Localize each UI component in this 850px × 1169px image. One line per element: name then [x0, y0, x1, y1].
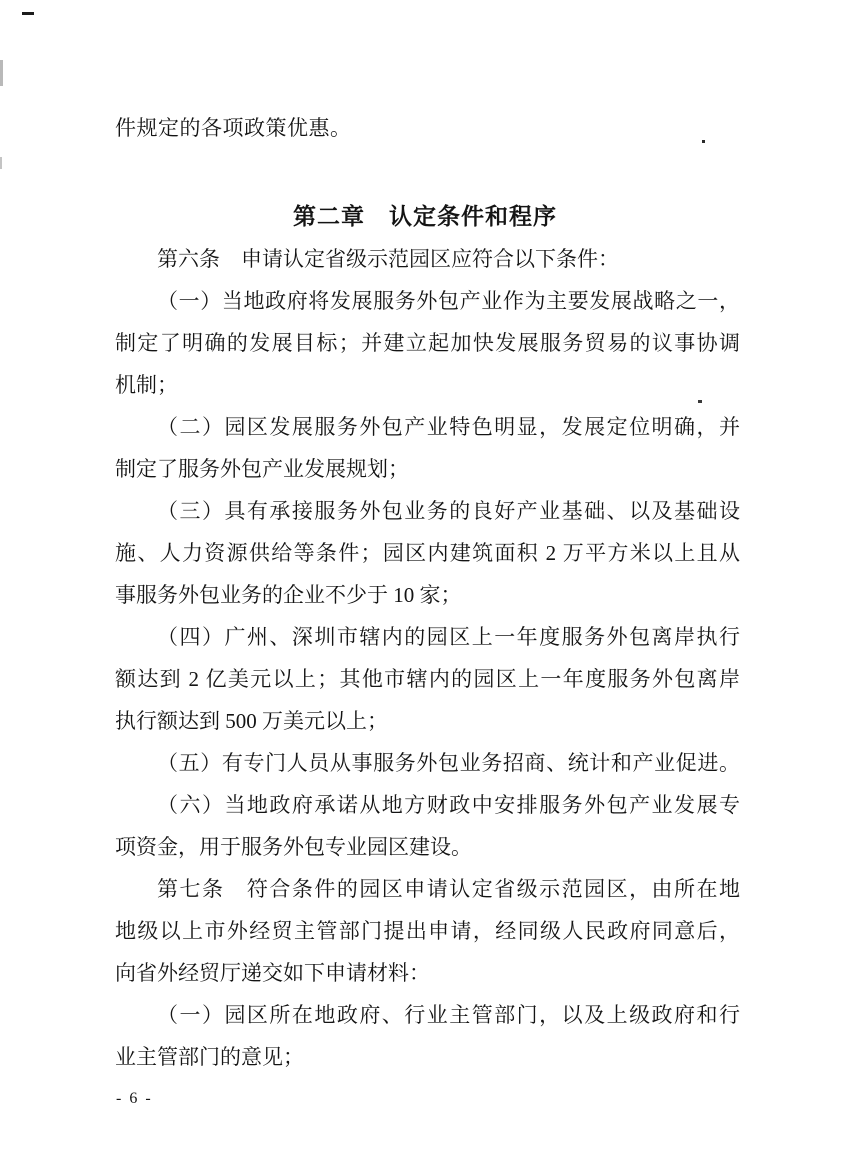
- text-line: （一）当地政府将发展服务外包产业作为主要发展战略之一，: [157, 289, 740, 313]
- text-line: （四）广州、深圳市辖内的园区上一年度服务外包离岸执行: [157, 625, 740, 649]
- text-line: 制定了服务外包产业发展规划；: [115, 457, 409, 481]
- text-line: （六）当地政府承诺从地方财政中安排服务外包产业发展专: [157, 793, 740, 817]
- text-line: （三）具有承接服务外包业务的良好产业基础、以及基础设: [157, 499, 740, 523]
- text-line: 地级以上市外经贸主管部门提出申请，经同级人民政府同意后，: [115, 919, 740, 943]
- text-line: 第七条 符合条件的园区申请认定省级示范园区，由所在地: [157, 877, 740, 901]
- text-line: 额达到 2 亿美元以上；其他市辖内的园区上一年度服务外包离岸: [115, 667, 740, 691]
- text-line: 施、人力资源供给等条件；园区内建筑面积 2 万平方米以上且从: [115, 541, 740, 565]
- scan-dash-artifact: [22, 12, 34, 15]
- text-line: 业主管部门的意见；: [115, 1045, 304, 1069]
- text-line: 机制；: [115, 373, 178, 397]
- text-line: 制定了明确的发展目标；并建立起加快发展服务贸易的议事协调: [115, 331, 740, 355]
- text-line: 事服务外包业务的企业不少于 10 家；: [115, 583, 462, 607]
- text-line: 项资金，用于服务外包专业园区建设。: [115, 835, 472, 859]
- text-line: 第六条 申请认定省级示范园区应符合以下条件：: [157, 247, 619, 271]
- text-line: 向省外经贸厅递交如下申请材料：: [115, 961, 430, 985]
- page-number: - 6 -: [116, 1090, 153, 1107]
- chapter-heading: 第二章 认定条件和程序: [293, 203, 557, 229]
- body-text: [115, 238, 740, 1078]
- text-line: 执行额达到 500 万美元以上；: [115, 709, 388, 733]
- scan-edge-artifact: [0, 157, 2, 169]
- scan-edge-artifact: [0, 60, 3, 86]
- text-line: （一）园区所在地政府、行业主管部门，以及上级政府和行: [157, 1003, 740, 1027]
- text-line: （五）有专门人员从事服务外包业务招商、统计和产业促进。: [157, 751, 740, 775]
- continuation-line: 件规定的各项政策优惠。: [115, 116, 352, 140]
- text-line: （二）园区发展服务外包产业特色明显，发展定位明确，并: [157, 415, 740, 439]
